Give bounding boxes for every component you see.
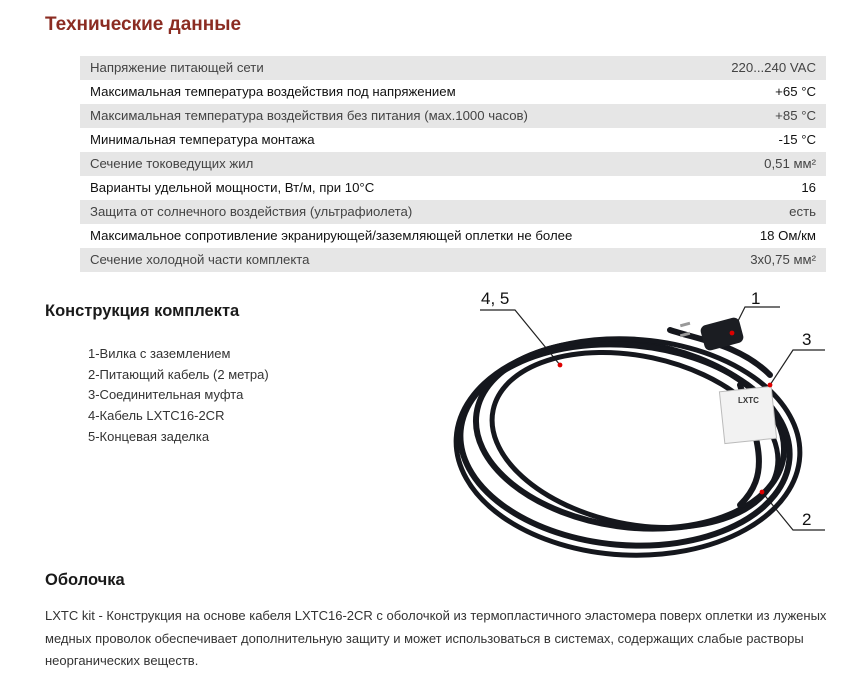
spec-value: 220...240 VAC bbox=[697, 56, 826, 80]
spec-label: Сечение холодной части комплекта bbox=[80, 248, 697, 272]
spec-value: +85 °C bbox=[697, 104, 826, 128]
shell-title: Оболочка bbox=[45, 571, 125, 589]
spec-value: есть bbox=[697, 200, 826, 224]
spec-label: Сечение токоведущих жил bbox=[80, 152, 697, 176]
spec-label: Максимальная температура воздействия под напряжением bbox=[80, 80, 697, 104]
callout-2: 2 bbox=[802, 510, 812, 529]
cable-tag bbox=[719, 386, 776, 443]
spec-value: 0,51 мм² bbox=[697, 152, 826, 176]
spec-label: Минимальная температура монтажа bbox=[80, 128, 697, 152]
table-row bbox=[80, 152, 826, 176]
spec-value: 3х0,75 мм² bbox=[697, 248, 826, 272]
table-row bbox=[80, 248, 826, 272]
spec-label: Максимальное сопротивление экранирующей/заземляющей оплетки не более bbox=[80, 224, 697, 248]
svg-text:LXTC: LXTC bbox=[738, 396, 759, 405]
spec-label: Максимальная температура воздействия без питания (мах.1000 часов) bbox=[80, 104, 697, 128]
spec-table bbox=[80, 56, 826, 272]
list-item: 5-Концевая заделка bbox=[88, 428, 210, 444]
spec-value: 16 bbox=[697, 176, 826, 200]
spec-value: +65 °C bbox=[697, 80, 826, 104]
shell-description: LXTC kit - Конструкция на основе кабеля LXTC16-2CR с оболочкой из термопластичного эластомера поверх оплетки из луженых медных проволок обеспечивает дополнительную защиту и может использоваться в системах, содержащих слабые растворы неорганических веществ. bbox=[45, 608, 827, 668]
spec-value: 18 Ом/км bbox=[697, 224, 826, 248]
list-item: 1-Вилка с заземлением bbox=[88, 346, 231, 361]
spec-label: Варианты удельной мощности, Вт/м, при 10°C bbox=[80, 176, 697, 200]
page-title: Технические данные bbox=[45, 14, 242, 35]
spec-label: Напряжение питающей сети bbox=[80, 56, 697, 80]
table-row bbox=[80, 200, 826, 224]
table-row bbox=[80, 56, 826, 80]
table-row bbox=[80, 176, 826, 200]
cable-kit-photo bbox=[440, 285, 840, 575]
table-row bbox=[80, 128, 826, 152]
list-item: 3-Соединительная муфта bbox=[88, 387, 244, 403]
table-row bbox=[80, 104, 826, 128]
spec-label: Защита от солнечного воздействия (ультрафиолета) bbox=[80, 200, 697, 224]
table-row bbox=[80, 224, 826, 248]
callout-1: 1 bbox=[751, 289, 761, 308]
parts-list bbox=[88, 344, 269, 447]
table-row bbox=[80, 80, 826, 104]
spec-value: -15 °C bbox=[697, 128, 826, 152]
callout-3: 3 bbox=[802, 330, 812, 349]
list-item: 4-Кабель LXTC16-2CR bbox=[88, 408, 225, 424]
list-item: 2-Питающий кабель (2 метра) bbox=[88, 366, 269, 382]
callout-4-5: 4, 5 bbox=[481, 289, 510, 308]
construction-title: Конструкция комплекта bbox=[45, 302, 240, 320]
